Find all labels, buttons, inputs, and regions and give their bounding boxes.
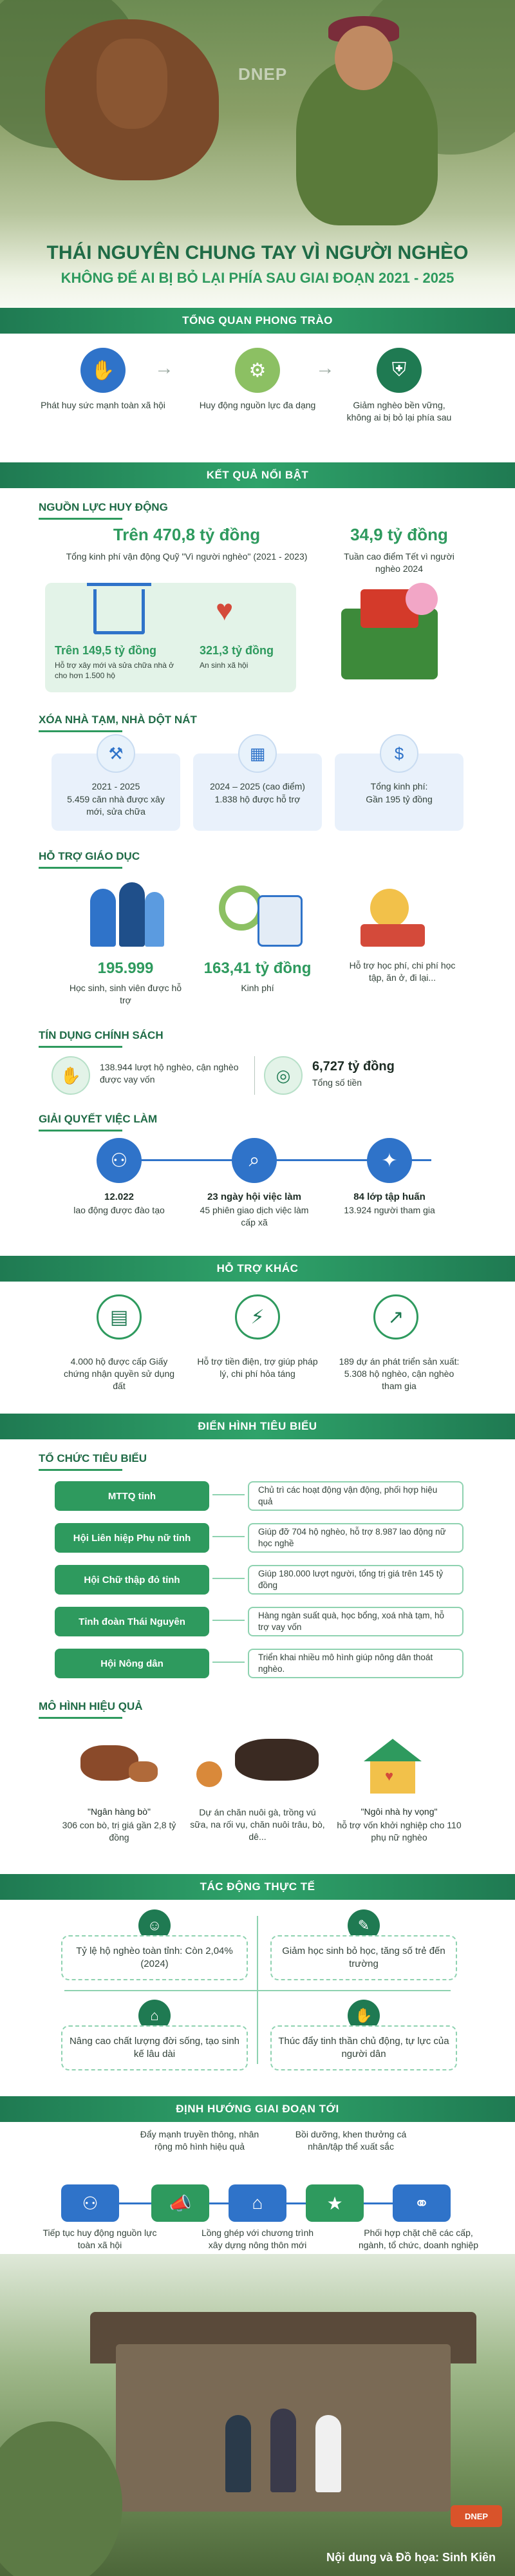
heart-hands-icon: ♥ [216,593,234,627]
future-top-item: Bồi dưỡng, khen thưởng cá nhân/tập thể xuất sắc [295,2129,407,2152]
livestock-icon [196,1732,325,1797]
rural-road-icon: ⌂ [229,2184,286,2222]
effective-desc: hỗ trợ vốn khởi nghiệp cho 110 phụ nữ nghèo [337,1820,462,1842]
divider [64,1990,451,1991]
divider [254,1056,255,1095]
person-silhouette [270,2409,296,2492]
resources-total-desc: Tổng kinh phí vận động Quỹ "Vì người nghèo" (2021 - 2023) [66,551,308,562]
money-icon: $ [380,734,418,773]
impact-item: Thúc đẩy tinh thần chủ động, tự lực của người dân [270,2025,457,2070]
arrow-right-icon: → [154,357,174,379]
impact-banner: TÁC ĐỘNG THỰC TẾ [0,1874,515,1900]
future-top-item: Đẩy mạnh truyền thông, nhân rộng mô hình hiệu quả [140,2129,259,2152]
person-head-illustration [335,26,393,90]
graduation-cap-icon: ✎ [348,1909,380,1942]
house-roof-shape [87,583,151,602]
watermark: DNEP [238,64,288,84]
housing-card-line2: 5.459 căn nhà được xây mới, sửa chữa [67,794,165,817]
cooperation-icon: ✋ [348,2000,380,2032]
hammer-icon: ⚒ [97,734,135,773]
org-desc: Hàng ngàn suất quà, học bổng, xoá nhà tạm, hỗ trợ vay vốn [248,1607,464,1636]
connector [212,1662,245,1663]
orgs-heading: TỔ CHỨC TIÊU BIỂU [39,1452,147,1471]
partnership-icon: ⚭ [393,2184,451,2222]
org-name: Tỉnh đoàn Thái Nguyên [55,1607,209,1636]
page-subtitle: KHÔNG ĐỂ AI BỊ BỎ LẠI PHÍA SAU GIAI ĐOẠN 2021 - 2025 [61,270,454,286]
effective-title: "Ngân hàng bò" [88,1806,151,1817]
growth-chart-icon: ↗ [373,1294,418,1340]
jobs-item-desc: 45 phiên giao dịch việc làm cấp xã [200,1205,309,1227]
results-banner: KẾT QUẢ NỔI BẬT [0,462,515,488]
calculator-icon [206,876,309,953]
overview-banner: TỔNG QUAN PHONG TRÀO [0,308,515,334]
job-search-icon: ⌕ [232,1138,277,1183]
calendar-icon: ▦ [238,734,277,773]
jobs-item-value: 23 ngày hội việc làm [207,1191,301,1202]
org-name: Hội Liên hiệp Phụ nữ tỉnh [55,1523,209,1553]
models-banner: ĐIỂN HÌNH TIÊU BIỂU [0,1414,515,1439]
impact-item: Giảm học sinh bỏ học, tăng số trẻ đến trường [270,1935,457,1980]
effective-desc: 306 con bò, trị giá gần 2,8 tỷ đồng [62,1820,176,1842]
housing-card-line1: Tổng kinh phí: [370,781,428,791]
housing-card-line2: Gần 195 tỷ đồng [366,794,433,804]
effective-desc: Dự án chăn nuôi gà, trồng vú sữa, na rối vụ, chăn nuôi trâu, bò, dê... [190,1807,325,1842]
cow-head-illustration [97,39,167,129]
education-funding-desc: Kinh phí [241,983,274,993]
future-bottom-item: Lồng ghép với chương trình xây dựng nông thôn mới [201,2228,314,2250]
resources-total-value: Trên 470,8 tỷ đồng [113,525,261,544]
org-desc: Giúp 180.000 lượt người, tổng trị giá trên 145 tỷ đồng [248,1565,464,1595]
org-name: Hội Chữ thập đỏ tỉnh [55,1565,209,1595]
jobs-item-value: 12.022 [104,1191,134,1202]
award-icon: ★ [306,2184,364,2222]
megaphone-icon: 📣 [151,2184,209,2222]
person-silhouette [315,2415,341,2492]
future-banner: ĐỊNH HƯỚNG GIAI ĐOẠN TỚI [0,2096,515,2122]
handshake-icon: ✋ [80,348,126,393]
students-desc: Học sinh, sinh viên được hỗ trợ [69,983,182,1005]
social-desc: An sinh xã hội [200,661,248,670]
housing-heading: XÓA NHÀ TẠM, NHÀ DỘT NÁT [39,714,197,732]
jobs-heading: GIẢI QUYẾT VIỆC LÀM [39,1113,157,1132]
person-silhouette [225,2415,251,2492]
org-desc: Triển khai nhiều mô hình giúp nông dân thoát nghèo. [248,1649,464,1678]
impact-item: Tỷ lệ hộ nghèo toàn tỉnh: Còn 2,04% (2024) [61,1935,248,1980]
jobs-item-value: 84 lớp tập huấn [353,1191,426,1202]
shield-icon: ⛨ [377,348,422,393]
connector [212,1536,245,1537]
connector [212,1620,245,1621]
credit-heading: TÍN DỤNG CHÍNH SÁCH [39,1029,164,1048]
effective-title: "Ngôi nhà hy vọng" [360,1806,438,1817]
other-support-text: 189 dự án phát triển sản xuất: 5.308 hộ nghèo, cận nghèo tham gia [339,1356,460,1391]
page-title: THÁI NGUYÊN CHUNG TAY VÌ NGƯỜI NGHÈO [46,242,469,263]
connector [212,1578,245,1579]
housing-card-line1: 2021 - 2025 [91,781,140,791]
handshake-icon: ✋ [52,1056,90,1095]
credit-total-value: 6,727 tỷ đồng [312,1059,395,1074]
future-bottom-item: Tiếp tục huy động nguồn lực toàn xã hội [42,2228,157,2250]
overview-item-text: Huy động nguồn lực đa dạng [199,400,316,410]
education-heading: HỖ TRỢ GIÁO DỤC [39,850,140,869]
tree-shape [0,2421,122,2576]
lightning-icon: ⚡ [235,1294,280,1340]
other-support-text: Hỗ trợ tiền điện, trợ giúp pháp lý, chi phí hỏa táng [197,1356,318,1379]
arrow-right-icon: → [315,357,335,379]
future-bottom-item: Phối hợp chặt chẽ các cấp, ngành, tổ chức, doanh nghiệp [358,2228,479,2250]
jobs-item-desc: lao động được đào tạo [73,1205,165,1215]
community-icon: ⚇ [61,2184,119,2222]
housing-desc: Hỗ trợ xây mới và sửa chữa nhà ở cho hơn 1.500 hộ [55,661,174,681]
tet-desc: Tuần cao điểm Tết vì người nghèo 2024 [344,551,454,574]
effective-heading: MÔ HÌNH HIỆU QUẢ [39,1700,143,1719]
connector [212,1494,245,1495]
hero-photo [0,0,515,328]
loans-desc: 138.944 lượt hộ nghèo, cận nghèo được vay vốn [100,1062,239,1084]
other-support-text: 4.000 hộ được cấp Giấy chứng nhận quyền sử dụng đất [63,1356,175,1391]
people-network-icon: ⚇ [97,1138,142,1183]
other-support-banner: HỖ TRỢ KHÁC [0,1256,515,1282]
title-block [0,242,515,287]
org-name: MTTQ tỉnh [55,1481,209,1511]
credit-text: Nội dung và Đồ họa: Sinh Kiên [326,2551,496,2564]
housing-card-line1: 2024 – 2025 (cao điểm) [210,781,305,791]
education-funding-value: 163,41 tỷ đồng [203,960,312,977]
tet-value: 34,9 tỷ đồng [350,525,448,544]
jobs-item-desc: 13.924 người tham gia [344,1205,435,1215]
org-desc: Chủ trì các hoạt động vận động, phối hợp hiệu quả [248,1481,464,1511]
footer-photo [0,2254,515,2576]
impact-item: Nâng cao chất lượng đời sống, tạo sinh kế lâu dài [61,2025,248,2070]
coins-icon: ◎ [264,1056,303,1095]
overview-item-text: Phát huy sức mạnh toàn xã hội [41,400,165,410]
training-icon: ✦ [367,1138,412,1183]
social-value: 321,3 tỷ đồng [200,644,274,657]
credit-total-desc: Tổng số tiền [312,1077,362,1088]
document-icon: ▤ [97,1294,142,1340]
students-value: 195.999 [97,960,154,977]
org-desc: Giúp đỡ 704 hộ nghèo, hỗ trợ 8.987 lao động nữ học nghề [248,1523,464,1553]
housing-value: Trên 149,5 tỷ đồng [55,644,157,657]
logo: DNEP [451,2505,502,2527]
housing-card-line2: 1.838 hộ được hỗ trợ [214,794,301,804]
hope-house-icon: ♥ [364,1732,422,1797]
cow-calf-icon [77,1732,161,1797]
graduates-icon [84,876,167,953]
gear-icon: ⚙ [235,348,280,393]
family-icon: ☺ [138,1909,171,1942]
education-support-desc: Hỗ trợ học phí, chi phí học tập, ăn ở, đi lại... [349,960,456,983]
banh-chung-gift-icon [335,583,444,692]
overview-item-text: Giảm nghèo bền vững, không ai bị bỏ lại phía sau [346,400,452,422]
student-study-icon [351,876,435,953]
farm-icon: ⌂ [138,2000,171,2032]
org-name: Hội Nông dân [55,1649,209,1678]
resources-heading: NGUỒN LỰC HUY ĐỘNG [39,501,168,520]
